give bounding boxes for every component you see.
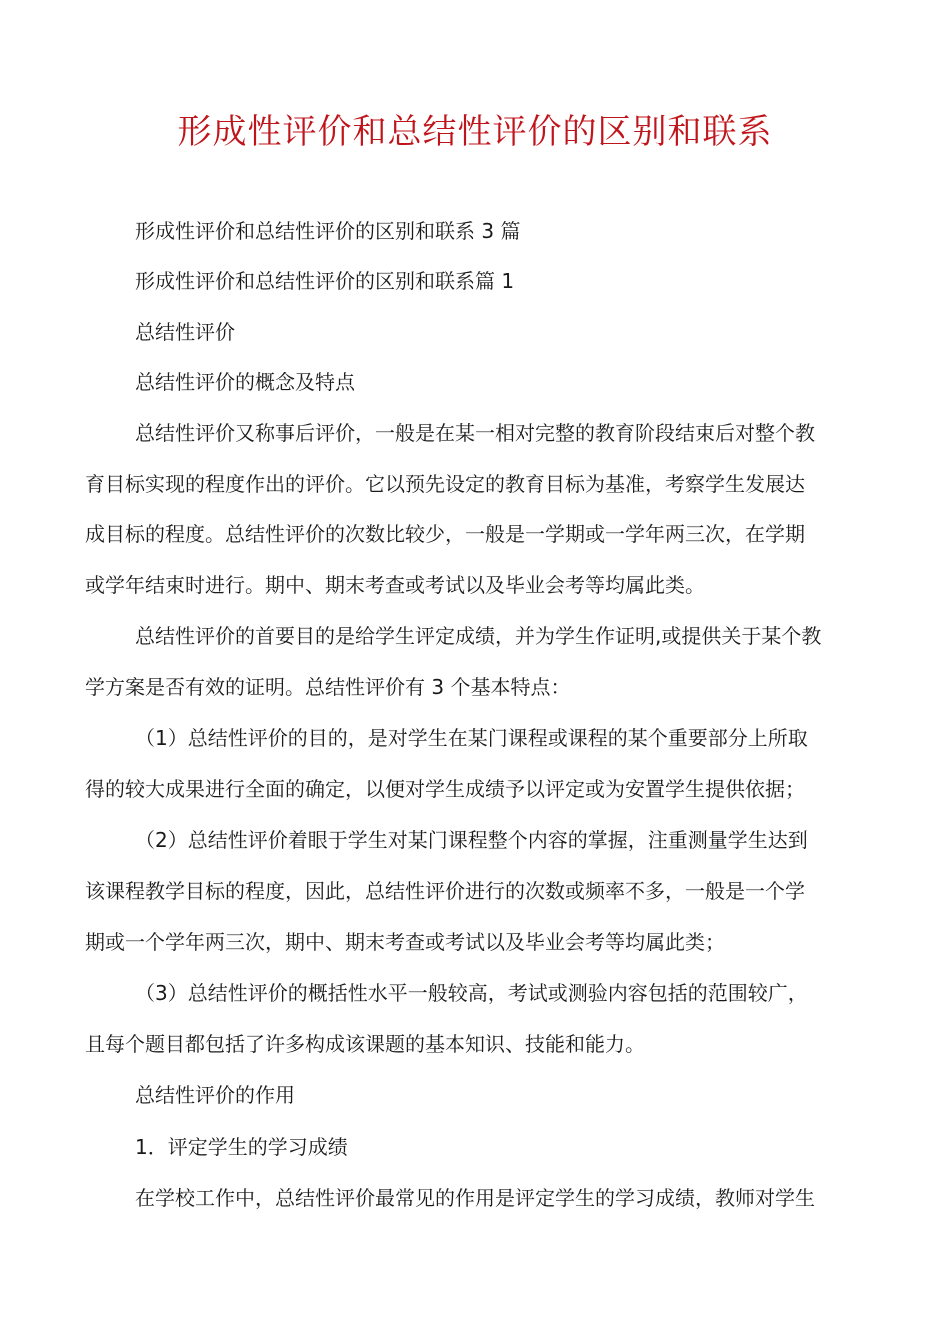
list-item-line: 期或一个学年两三次，期中、期末考查或考试以及毕业会考等均属此类；	[85, 930, 725, 954]
paragraph-line: 或学年结束时进行。期中、期末考查或考试以及毕业会考等均属此类。	[85, 573, 705, 597]
section-heading: 总结性评价	[135, 320, 235, 344]
text-line: 形成性评价和总结性评价的区别和联系篇 1	[135, 269, 515, 293]
paragraph-line: 总结性评价的首要目的是给学生评定成绩，并为学生作证明,或提供关于某个教	[135, 624, 822, 648]
paragraph-line: 在学校工作中，总结性评价最常见的作用是评定学生的学习成绩，教师对学生	[135, 1186, 815, 1210]
list-item-line: （1）总结性评价的目的，是对学生在某门课程或课程的某个重要部分上所取	[135, 726, 808, 750]
list-item-line: 得的较大成果进行全面的确定，以便对学生成绩予以评定或为安置学生提供依据；	[85, 777, 805, 801]
section-heading: 总结性评价的作用	[135, 1083, 295, 1107]
list-item-line: （3）总结性评价的概括性水平一般较高，考试或测验内容包括的范围较广，	[135, 981, 808, 1005]
section-heading: 总结性评价的概念及特点	[135, 370, 355, 394]
list-item-line: （2）总结性评价着眼于学生对某门课程整个内容的掌握，注重测量学生达到	[135, 828, 808, 852]
paragraph-line: 学方案是否有效的证明。总结性评价有 3 个基本特点：	[85, 675, 571, 699]
paragraph-line: 育目标实现的程度作出的评价。它以预先设定的教育目标为基准，考察学生发展达	[85, 472, 805, 496]
paragraph-line: 总结性评价又称事后评价，一般是在某一相对完整的教育阶段结束后对整个教	[135, 421, 815, 445]
list-item-line: 该课程教学目标的程度，因此，总结性评价进行的次数或频率不多，一般是一个学	[85, 879, 805, 903]
list-item-line: 且每个题目都包括了许多构成该课题的基本知识、技能和能力。	[85, 1032, 645, 1056]
section-heading: 1．评定学生的学习成绩	[135, 1135, 348, 1159]
paragraph-line: 成目标的程度。总结性评价的次数比较少，一般是一学期或一学年两三次，在学期	[85, 522, 805, 546]
text-line: 形成性评价和总结性评价的区别和联系 3 篇	[135, 219, 521, 243]
document-title: 形成性评价和总结性评价的区别和联系	[177, 112, 773, 152]
